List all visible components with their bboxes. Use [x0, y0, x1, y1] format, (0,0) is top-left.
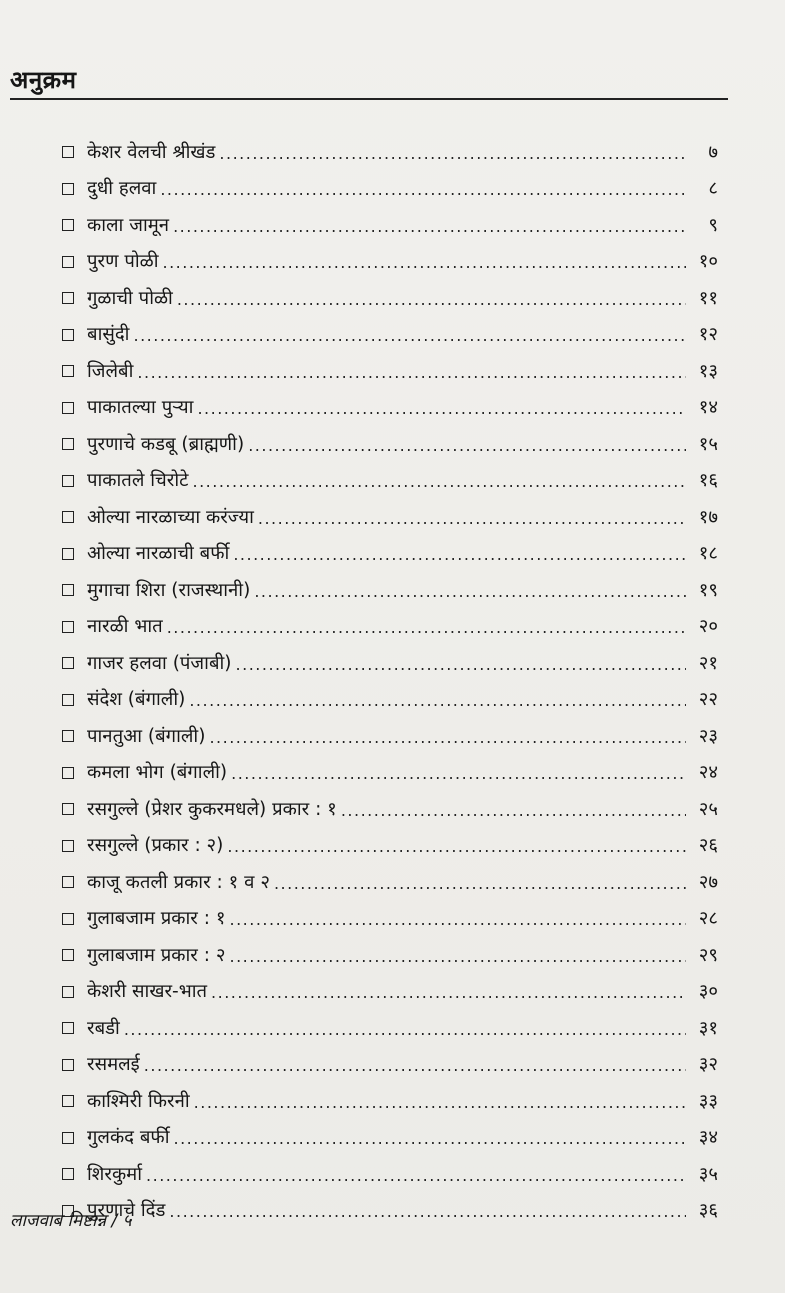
entry-page-number: २२ [698, 689, 718, 711]
checkbox-icon [62, 438, 74, 450]
dot-leader [167, 620, 686, 644]
entry-page-number: १८ [698, 543, 718, 565]
entry-page-number: ३४ [698, 1127, 718, 1149]
entry-page-number: ३६ [698, 1200, 718, 1222]
entry-title: पुरणाचे कडबू (ब्राह्मणी) [87, 433, 245, 455]
checkbox-icon [62, 840, 74, 852]
entry-title: बासुंदी [87, 324, 130, 346]
entry-title: काश्मिरी फिरनी [87, 1090, 190, 1112]
checkbox-icon [62, 949, 74, 961]
entry-title: कमला भोग (बंगाली) [87, 762, 228, 784]
toc-entry [62, 206, 718, 243]
entry-page-number: ३३ [698, 1090, 718, 1112]
entry-title: दुधी हलवा [87, 178, 157, 200]
entry-title: काजू कतली प्रकार : १ व २ [87, 871, 270, 893]
entry-page-number: १५ [698, 433, 718, 455]
dot-leader [169, 1204, 686, 1228]
dot-leader [254, 584, 686, 608]
dot-leader [146, 1168, 686, 1192]
toc-entry [62, 608, 718, 645]
toc-entry [62, 279, 718, 316]
dot-leader [274, 876, 686, 900]
toc-entry [62, 170, 718, 207]
toc-entry [62, 133, 718, 170]
checkbox-icon [62, 730, 74, 742]
dot-leader [194, 1095, 686, 1119]
dot-leader [197, 401, 686, 425]
toc-entry [62, 900, 718, 937]
toc-entry [62, 973, 718, 1010]
entry-title: पुरण पोळी [87, 251, 159, 273]
checkbox-icon [62, 402, 74, 414]
entry-page-number: ३२ [698, 1054, 718, 1076]
entry-page-number: ३० [698, 981, 718, 1003]
checkbox-icon [62, 256, 74, 268]
entry-page-number: १९ [698, 579, 718, 601]
entry-page-number: २० [698, 616, 718, 638]
checkbox-icon [62, 767, 74, 779]
entry-page-number: २४ [698, 762, 718, 784]
toc-entry [62, 462, 718, 499]
entry-page-number: २९ [698, 944, 718, 966]
toc-entry [62, 425, 718, 462]
toc-entry [62, 1155, 718, 1192]
entry-title: नारळी भात [87, 616, 163, 638]
entry-page-number: ३१ [698, 1017, 718, 1039]
entry-page-number: ११ [698, 287, 718, 309]
entry-page-number: ८ [708, 178, 718, 200]
toc-entry [62, 571, 718, 608]
dot-leader [211, 985, 686, 1009]
entry-page-number: २३ [698, 725, 718, 747]
dot-leader [258, 511, 686, 535]
dot-leader [160, 182, 686, 206]
entry-title: गुलाबजाम प्रकार : २ [87, 944, 226, 966]
entry-page-number: २६ [698, 835, 718, 857]
checkbox-icon [62, 621, 74, 633]
toc-entry [62, 243, 718, 280]
toc-entry [62, 717, 718, 754]
checkbox-icon [62, 146, 74, 158]
toc-entry [62, 1192, 718, 1229]
checkbox-icon [62, 1132, 74, 1144]
toc-entry [62, 1082, 718, 1119]
entry-title: रसगुल्ले (प्रेशर कुकरमधले) प्रकार : १ [87, 798, 337, 820]
entry-page-number: २७ [698, 871, 718, 893]
entry-title: पाकातल्या पुऱ्या [87, 397, 194, 419]
entry-title: पुरणाचे दिंड [87, 1200, 166, 1222]
checkbox-icon [62, 1059, 74, 1071]
checkbox-icon [62, 876, 74, 888]
dot-leader [137, 365, 686, 389]
entry-title: संदेश (बंगाली) [87, 689, 186, 711]
entry-page-number: ७ [708, 141, 718, 163]
table-of-contents [62, 133, 718, 1228]
dot-leader [124, 1022, 686, 1046]
toc-entry [62, 936, 718, 973]
dot-leader [219, 146, 686, 170]
entry-page-number: १६ [698, 470, 718, 492]
checkbox-icon [62, 986, 74, 998]
checkbox-icon [62, 803, 74, 815]
dot-leader [174, 1131, 687, 1155]
dot-leader [229, 949, 686, 973]
dot-leader [248, 438, 686, 462]
checkbox-icon [62, 292, 74, 304]
entry-title: ओल्या नारळाची बर्फी [87, 543, 230, 565]
dot-leader [231, 766, 686, 790]
entry-page-number: ९ [708, 214, 718, 236]
checkbox-icon [62, 694, 74, 706]
entry-title: रसगुल्ले (प्रकार : २) [87, 835, 224, 857]
entry-page-number: १२ [698, 324, 718, 346]
checkbox-icon [62, 584, 74, 596]
entry-title: रबडी [87, 1017, 120, 1039]
entry-title: केशरी साखर-भात [87, 981, 208, 1003]
entry-title: शिरकुर्मा [87, 1163, 143, 1185]
dot-leader [209, 730, 686, 754]
checkbox-icon [62, 657, 74, 669]
toc-entry [62, 827, 718, 864]
checkbox-icon [62, 1168, 74, 1180]
entry-title: गाजर हलवा (पंजाबी) [87, 652, 232, 674]
entry-page-number: ३५ [698, 1163, 718, 1185]
checkbox-icon [62, 913, 74, 925]
entry-page-number: २५ [698, 798, 718, 820]
toc-entry [62, 1046, 718, 1083]
toc-entry [62, 754, 718, 791]
dot-leader [341, 803, 686, 827]
entry-title: ओल्या नारळाच्या करंज्या [87, 506, 254, 528]
toc-entry [62, 863, 718, 900]
toc-entry [62, 644, 718, 681]
toc-entry [62, 352, 718, 389]
toc-entry [62, 681, 718, 718]
dot-leader [227, 839, 686, 863]
dot-leader [236, 657, 686, 681]
entry-page-number: २८ [698, 908, 718, 930]
checkbox-icon [62, 365, 74, 377]
page-title: अनुक्रम [10, 66, 77, 94]
entry-page-number: १० [698, 251, 718, 273]
checkbox-icon [62, 1095, 74, 1107]
checkbox-icon [62, 219, 74, 231]
dot-leader [229, 912, 686, 936]
entry-page-number: १४ [698, 397, 718, 419]
dot-leader [177, 292, 686, 316]
entry-title: गुलाबजाम प्रकार : १ [87, 908, 226, 930]
toc-entry [62, 389, 718, 426]
entry-page-number: १७ [698, 506, 718, 528]
dot-leader [193, 474, 687, 498]
toc-entry [62, 1009, 718, 1046]
heading-rule [10, 62, 728, 100]
entry-title: गुलकंद बर्फी [87, 1127, 170, 1149]
entry-title: मुगाचा शिरा (राजस्थानी) [87, 579, 251, 601]
page-footer: लाजवाब मिष्टान्न / ५ [10, 1211, 132, 1231]
checkbox-icon [62, 183, 74, 195]
entry-title: पानतुआ (बंगाली) [87, 725, 206, 747]
toc-entry [62, 790, 718, 827]
dot-leader [144, 1058, 686, 1082]
dot-leader [162, 255, 686, 279]
checkbox-icon [62, 1022, 74, 1034]
dot-leader [189, 693, 686, 717]
entry-title: काला जामून [87, 214, 170, 236]
dot-leader [133, 328, 686, 352]
toc-entry [62, 535, 718, 572]
entry-title: जिलेबी [87, 360, 134, 382]
toc-entry [62, 1119, 718, 1156]
dot-leader [233, 547, 686, 571]
toc-entry [62, 316, 718, 353]
entry-title: गुळाची पोळी [87, 287, 173, 309]
checkbox-icon [62, 475, 74, 487]
entry-title: केशर वेलची श्रीखंड [87, 141, 216, 163]
dot-leader [173, 219, 686, 243]
checkbox-icon [62, 511, 74, 523]
entry-title: पाकातले चिरोटे [87, 470, 189, 492]
entry-page-number: २१ [698, 652, 718, 674]
checkbox-icon [62, 329, 74, 341]
checkbox-icon [62, 548, 74, 560]
toc-entry [62, 498, 718, 535]
entry-title: रसमलई [87, 1054, 140, 1076]
entry-page-number: १३ [698, 360, 718, 382]
